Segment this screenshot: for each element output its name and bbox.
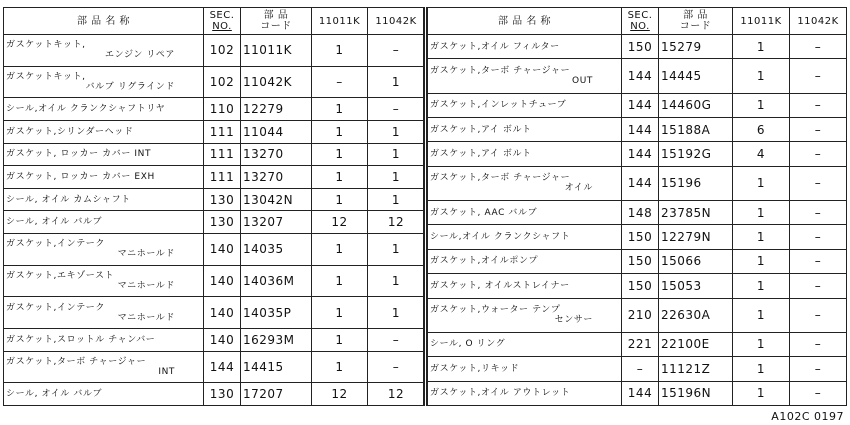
qty-kit-a: 1 (733, 357, 790, 381)
part-code: 12279N (659, 225, 733, 249)
part-name (428, 117, 622, 141)
part-name (4, 166, 204, 189)
part-code: 11042K (241, 66, 312, 98)
section-number: 111 (204, 166, 241, 189)
table-row (4, 188, 425, 211)
table-row (428, 225, 847, 249)
part-code: 13270 (241, 166, 312, 189)
section-number: 144 (622, 117, 659, 141)
part-name (4, 35, 204, 67)
qty-kit-a: 1 (312, 233, 368, 265)
part-code: 14445 (659, 59, 733, 93)
qty-kit-b: 1 (368, 66, 425, 98)
part-name (428, 332, 622, 356)
qty-kit-a: 1 (733, 93, 790, 117)
part-name (428, 35, 622, 59)
part-name (4, 233, 204, 265)
table-row (428, 59, 847, 93)
part-name-line1: ガスケットキット, (6, 40, 86, 51)
qty-kit-b: – (790, 93, 847, 117)
part-code: 15188A (659, 117, 733, 141)
qty-kit-a: 1 (312, 188, 368, 211)
qty-kit-a: 1 (312, 265, 368, 297)
part-name (428, 93, 622, 117)
qty-kit-b: 1 (368, 297, 425, 329)
parts-table-left (3, 7, 425, 406)
part-code: 17207 (241, 383, 312, 406)
section-number: 130 (204, 211, 241, 234)
qty-kit-b: 12 (368, 211, 425, 234)
part-name-line1: ガスケット, ロッカー カバー EXH (6, 171, 155, 182)
table-row (4, 66, 425, 98)
qty-kit-b: – (790, 117, 847, 141)
part-code: 22100E (659, 332, 733, 356)
part-name (4, 328, 204, 351)
part-code: 11011K (241, 35, 312, 67)
qty-kit-a: 1 (733, 381, 790, 405)
part-name-line1: シール, オイル バルブ (6, 389, 103, 400)
table-row (428, 117, 847, 141)
part-name (428, 274, 622, 298)
table-row (4, 211, 425, 234)
part-name-line1: ガスケット,オイル アウトレット (430, 388, 571, 399)
part-code: 15192G (659, 142, 733, 166)
part-name-line2: エンジン リペア (104, 50, 175, 61)
part-code: 13042N (241, 188, 312, 211)
section-number: 144 (204, 351, 241, 383)
part-name-line1: シール, O リング (430, 339, 506, 350)
table-row (428, 381, 847, 405)
qty-kit-a: 4 (733, 142, 790, 166)
part-name (428, 200, 622, 224)
part-name (428, 225, 622, 249)
table-row (4, 383, 425, 406)
section-number: 150 (622, 35, 659, 59)
table-row (428, 35, 847, 59)
header-part-name: 部 品 名 称 (4, 8, 204, 35)
section-number: 144 (622, 166, 659, 200)
section-number: 140 (204, 265, 241, 297)
qty-kit-a: 1 (733, 249, 790, 273)
qty-kit-b: – (790, 249, 847, 273)
part-name-line1: ガスケット,オイルポンプ (430, 256, 539, 267)
section-number: 130 (204, 383, 241, 406)
part-name (4, 351, 204, 383)
section-number: 210 (622, 298, 659, 332)
part-code: 15279 (659, 35, 733, 59)
qty-kit-a: 1 (733, 225, 790, 249)
part-name (4, 188, 204, 211)
section-number: 148 (622, 200, 659, 224)
table-row (4, 328, 425, 351)
qty-kit-b: – (368, 35, 425, 67)
part-name-line1: ガスケット, ロッカー カバー INT (6, 149, 152, 160)
qty-kit-a: 1 (312, 143, 368, 166)
part-name-line1: ガスケットキット, (6, 71, 86, 82)
part-name-line1: ガスケット,アイ ボルト (430, 124, 532, 135)
table-row (4, 35, 425, 67)
part-code: 15066 (659, 249, 733, 273)
section-number: 144 (622, 59, 659, 93)
header-row (4, 8, 425, 35)
table-row (428, 274, 847, 298)
part-name-line1: ガスケット, AAC バルブ (430, 207, 538, 218)
header-part-code: 部 品 コード (241, 8, 312, 35)
part-name (428, 381, 622, 405)
part-name (428, 59, 622, 93)
part-name (428, 298, 622, 332)
qty-kit-b: – (368, 351, 425, 383)
qty-kit-b: 12 (368, 383, 425, 406)
header-part-code: 部 品 コード (659, 8, 733, 35)
qty-kit-a: 1 (733, 274, 790, 298)
part-code: 14036M (241, 265, 312, 297)
header-kit-b: 11042K (790, 8, 847, 35)
qty-kit-a: 12 (312, 211, 368, 234)
part-name-line1: ガスケット,インテーク (6, 302, 106, 313)
qty-kit-a: 6 (733, 117, 790, 141)
table-row (4, 143, 425, 166)
section-number: 150 (622, 249, 659, 273)
part-name-line1: ガスケット,ターボ チャージャー (430, 173, 571, 184)
part-code: 22630A (659, 298, 733, 332)
part-name-line1: ガスケット,ターボ チャージャー (6, 356, 147, 367)
part-code: 11121Z (659, 357, 733, 381)
section-number: – (622, 357, 659, 381)
part-code: 16293M (241, 328, 312, 351)
section-number: 144 (622, 381, 659, 405)
qty-kit-b: – (790, 298, 847, 332)
qty-kit-b: 1 (368, 143, 425, 166)
qty-kit-a: 1 (733, 298, 790, 332)
part-name-line1: ガスケット,シリンダーヘッド (6, 126, 134, 137)
part-name-line2: OUT (572, 75, 593, 86)
table-row (428, 249, 847, 273)
section-number: 140 (204, 297, 241, 329)
section-number: 150 (622, 274, 659, 298)
header-kit-b: 11042K (368, 8, 425, 35)
parts-table-right (427, 7, 847, 406)
part-name (4, 211, 204, 234)
table-row (4, 233, 425, 265)
section-number: 144 (622, 93, 659, 117)
table-row (428, 200, 847, 224)
qty-kit-b: – (790, 332, 847, 356)
qty-kit-b: 1 (368, 233, 425, 265)
part-name-line2: センサー (554, 315, 593, 326)
header-row (428, 8, 847, 35)
section-number: 111 (204, 143, 241, 166)
table-row (428, 166, 847, 200)
header-sec-no: SEC. NO. (204, 8, 241, 35)
qty-kit-b: – (790, 381, 847, 405)
part-name-line1: ガスケット,アイ ボルト (430, 149, 532, 160)
part-name-line1: ガスケット, オイルストレイナー (430, 280, 570, 291)
qty-kit-a: 1 (312, 98, 368, 121)
qty-kit-b: 1 (368, 188, 425, 211)
part-name-line1: シール,オイル クランクシャフトリヤ (6, 104, 166, 115)
part-name-line2: オイル (564, 183, 593, 194)
part-name (4, 297, 204, 329)
part-name (4, 98, 204, 121)
part-name-line2: マニホールド (117, 312, 175, 323)
table-row (428, 332, 847, 356)
part-name-line1: ガスケット,エキゾースト (6, 270, 115, 281)
qty-kit-a: 1 (733, 59, 790, 93)
part-name (4, 383, 204, 406)
qty-kit-a: – (312, 66, 368, 98)
table-row (428, 142, 847, 166)
qty-kit-a: 1 (733, 35, 790, 59)
part-code: 15196 (659, 166, 733, 200)
part-name-line1: ガスケット,ウォーター テンプ (430, 305, 561, 316)
part-code: 15053 (659, 274, 733, 298)
qty-kit-a: 1 (312, 35, 368, 67)
qty-kit-a: 1 (312, 120, 368, 143)
part-name-line1: シール, オイル カムシャフト (6, 194, 131, 205)
section-number: 150 (622, 225, 659, 249)
parts-chart (3, 7, 846, 406)
section-number: 111 (204, 120, 241, 143)
figure-code: A102C 0197 (771, 410, 844, 423)
qty-kit-a: 12 (312, 383, 368, 406)
part-name-line2: マニホールド (117, 249, 175, 260)
table-row (4, 166, 425, 189)
part-code: 23785N (659, 200, 733, 224)
qty-kit-b: – (790, 357, 847, 381)
qty-kit-b: – (790, 142, 847, 166)
part-name-line1: シール,オイル クランクシャフト (430, 232, 571, 243)
part-name-line2: バルブ リグラインド (85, 81, 175, 92)
part-code: 12279 (241, 98, 312, 121)
part-code: 13207 (241, 211, 312, 234)
qty-kit-b: 1 (368, 120, 425, 143)
part-name-line1: ガスケット,オイル フィルター (430, 41, 560, 52)
header-sec-no: SEC. NO. (622, 8, 659, 35)
header-part-name: 部 品 名 称 (428, 8, 622, 35)
qty-kit-a: 1 (733, 332, 790, 356)
section-number: 140 (204, 233, 241, 265)
table-row (4, 120, 425, 143)
qty-kit-b: – (368, 328, 425, 351)
part-name (4, 265, 204, 297)
section-number: 102 (204, 66, 241, 98)
part-name-line2: マニホールド (117, 280, 175, 291)
table-row (4, 265, 425, 297)
part-code: 14035 (241, 233, 312, 265)
qty-kit-b: 1 (368, 265, 425, 297)
qty-kit-a: 1 (733, 200, 790, 224)
qty-kit-b: – (790, 274, 847, 298)
part-name-line1: シール, オイル バルブ (6, 217, 103, 228)
qty-kit-b: – (790, 200, 847, 224)
part-name-line2: INT (158, 366, 175, 377)
qty-kit-b: – (790, 35, 847, 59)
qty-kit-b: – (790, 166, 847, 200)
part-name-line1: ガスケット,ターボ チャージャー (430, 65, 571, 76)
table-row (4, 297, 425, 329)
part-name (428, 142, 622, 166)
section-number: 144 (622, 142, 659, 166)
table-row (428, 357, 847, 381)
part-code: 14415 (241, 351, 312, 383)
qty-kit-a: 1 (312, 351, 368, 383)
qty-kit-a: 1 (312, 328, 368, 351)
part-name (4, 66, 204, 98)
part-code: 14460G (659, 93, 733, 117)
part-name (4, 120, 204, 143)
header-kit-a: 11011K (312, 8, 368, 35)
qty-kit-b: – (368, 98, 425, 121)
qty-kit-a: 1 (312, 297, 368, 329)
section-number: 130 (204, 188, 241, 211)
part-code: 14035P (241, 297, 312, 329)
part-name-line1: ガスケット,インテーク (6, 239, 106, 250)
part-name (428, 166, 622, 200)
part-name (428, 357, 622, 381)
part-name-line1: ガスケット,リキッド (430, 363, 520, 374)
qty-kit-a: 1 (312, 166, 368, 189)
part-name (4, 143, 204, 166)
qty-kit-a: 1 (733, 166, 790, 200)
qty-kit-b: – (790, 225, 847, 249)
section-number: 110 (204, 98, 241, 121)
part-name-line1: ガスケット,インレットチューブ (430, 100, 567, 111)
section-number: 221 (622, 332, 659, 356)
part-name (428, 249, 622, 273)
section-number: 140 (204, 328, 241, 351)
table-row (428, 298, 847, 332)
table-row (4, 98, 425, 121)
part-code: 11044 (241, 120, 312, 143)
part-code: 15196N (659, 381, 733, 405)
part-code: 13270 (241, 143, 312, 166)
part-name-line1: ガスケット,スロットル チャンバー (6, 334, 156, 345)
qty-kit-b: – (790, 59, 847, 93)
header-kit-a: 11011K (733, 8, 790, 35)
qty-kit-b: 1 (368, 166, 425, 189)
section-number: 102 (204, 35, 241, 67)
table-row (4, 351, 425, 383)
table-row (428, 93, 847, 117)
